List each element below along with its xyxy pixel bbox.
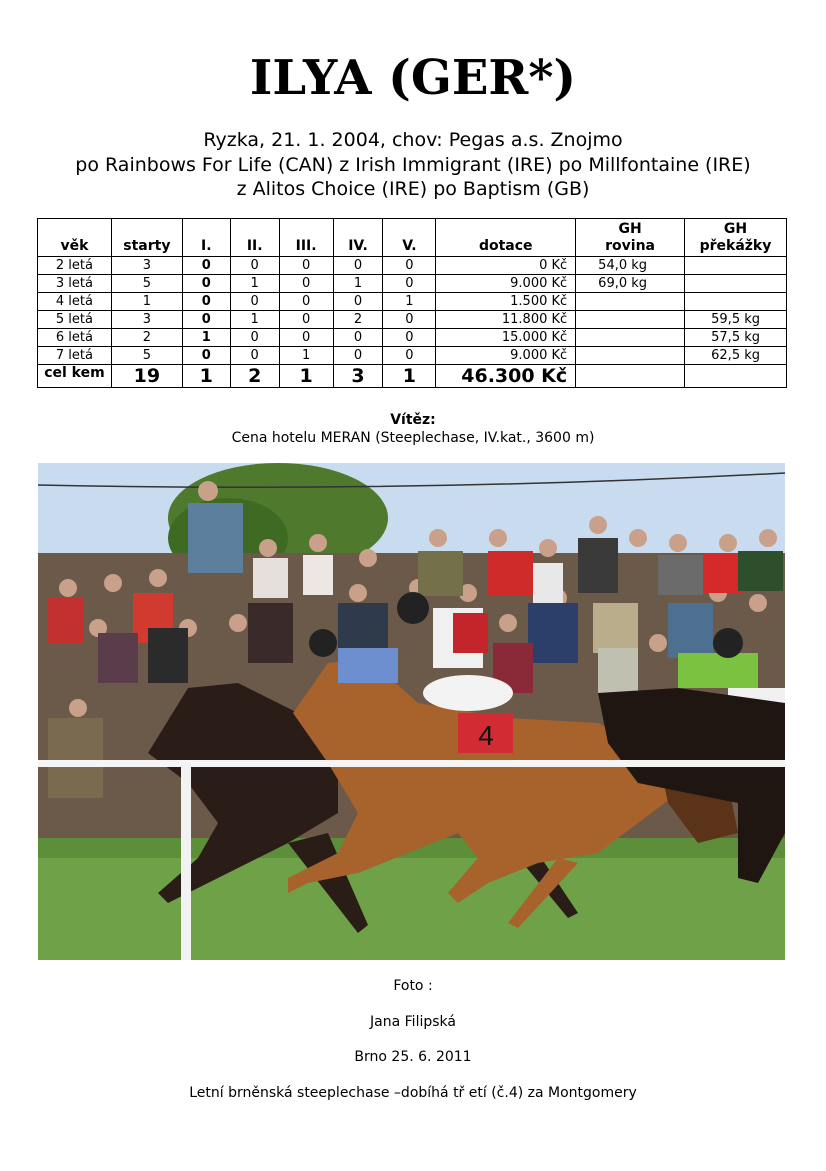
table-row [38,275,787,293]
cell-gh-flat [576,311,685,329]
header-prize: dotace [436,219,576,257]
cell-starts: 2 [111,329,182,347]
horse-pedigree-line-2: po Rainbows For Life (CAN) z Irish Immigrant (IRE) po Millfontaine (IRE) [75,154,751,176]
cell-gh-jump: 57,5 kg [685,329,787,347]
cell-prize: 9.000 Kč [436,347,576,365]
horse-pedigree-line-1: Ryzka, 21. 1. 2004, chov: Pegas a.s. Znojmo [203,129,623,151]
cell-p3: 0 [279,257,333,275]
cell-p1: 0 [182,293,230,311]
cell-p4: 0 [333,293,383,311]
horse-name-title: ILYA (GER*) [249,50,577,106]
cell-prize: 11.800 Kč [436,311,576,329]
total-starts: 19 [111,365,182,388]
cell-prize: 9.000 Kč [436,275,576,293]
cell-p2: 0 [230,347,279,365]
winner-race-name: Cena hotelu MERAN (Steeplechase, IV.kat., 3600 m) [231,430,595,446]
table-total-row [38,365,787,388]
horse-pedigree-line-3: z Alitos Choice (IRE) po Baptism (GB) [236,178,590,200]
total-p4: 3 [333,365,383,388]
winner-label: Vítěz: [390,412,436,428]
cell-age: 7 letá [38,347,112,365]
cell-gh-flat [576,293,685,311]
cell-gh-jump [685,257,787,275]
cell-p1: 0 [182,257,230,275]
cell-gh-flat [576,347,685,365]
cell-p3: 0 [279,311,333,329]
cell-p2: 0 [230,293,279,311]
caption-date-place: Brno 25. 6. 2011 [354,1049,472,1065]
white-rail [38,760,785,767]
header-starts: starty [111,219,182,257]
cell-p5: 0 [383,311,436,329]
table-row [38,329,787,347]
cell-p1: 0 [182,311,230,329]
cell-age: 5 letá [38,311,112,329]
header-place-4: IV. [333,219,383,257]
header-gh-flat: GH rovina [576,219,685,257]
cell-p5: 0 [383,347,436,365]
total-p2: 2 [230,365,279,388]
cell-p5: 0 [383,329,436,347]
race-record-table [37,218,787,388]
cell-p3: 0 [279,293,333,311]
total-p5: 1 [383,365,436,388]
header-place-5: V. [383,219,436,257]
header-age: věk [38,219,112,257]
cell-prize: 15.000 Kč [436,329,576,347]
cell-gh-flat [576,329,685,347]
header-gh-jump: GH překážky [685,219,787,257]
cell-p2: 1 [230,275,279,293]
cell-starts: 5 [111,275,182,293]
cell-gh-jump [685,293,787,311]
total-gh-jump [685,365,787,388]
cell-p1: 1 [182,329,230,347]
saddle-number: 4 [478,720,494,751]
cell-p4: 2 [333,311,383,329]
header-place-1: I. [182,219,230,257]
table-row [38,347,787,365]
cell-p4: 0 [333,347,383,365]
total-age: cel kem [38,365,112,388]
cell-starts: 3 [111,257,182,275]
cell-gh-jump [685,275,787,293]
cell-p3: 0 [279,329,333,347]
cell-starts: 3 [111,311,182,329]
header-place-2: II. [230,219,279,257]
cell-age: 6 letá [38,329,112,347]
header-place-3: III. [279,219,333,257]
total-prize: 46.300 Kč [436,365,576,388]
total-p1: 1 [182,365,230,388]
cell-prize: 1.500 Kč [436,293,576,311]
cell-p1: 0 [182,275,230,293]
cell-p5: 0 [383,275,436,293]
cell-p2: 0 [230,257,279,275]
cell-p3: 1 [279,347,333,365]
cell-p1: 0 [182,347,230,365]
cell-starts: 5 [111,347,182,365]
cell-p3: 0 [279,275,333,293]
cell-p4: 0 [333,257,383,275]
caption-photo-label: Foto : [393,978,433,994]
cell-prize: 0 Kč [436,257,576,275]
cell-starts: 1 [111,293,182,311]
cell-p5: 1 [383,293,436,311]
table-row [38,257,787,275]
cell-age: 4 letá [38,293,112,311]
cell-p4: 1 [333,275,383,293]
cell-gh-flat: 69,0 kg [576,275,685,293]
cell-p4: 0 [333,329,383,347]
race-photo [38,463,785,960]
cell-age: 2 letá [38,257,112,275]
total-gh-flat [576,365,685,388]
table-row [38,311,787,329]
caption-photographer: Jana Filipská [370,1014,456,1030]
cell-age: 3 letá [38,275,112,293]
total-p3: 1 [279,365,333,388]
caption-description: Letní brněnská steeplechase –dobíhá tř etí (č.4) za Montgomery [189,1085,637,1101]
cell-p2: 1 [230,311,279,329]
cell-p5: 0 [383,257,436,275]
table-header-row [38,219,787,257]
cell-p2: 0 [230,329,279,347]
cell-gh-jump: 59,5 kg [685,311,787,329]
table-row [38,293,787,311]
cell-gh-flat: 54,0 kg [576,257,685,275]
cell-gh-jump: 62,5 kg [685,347,787,365]
